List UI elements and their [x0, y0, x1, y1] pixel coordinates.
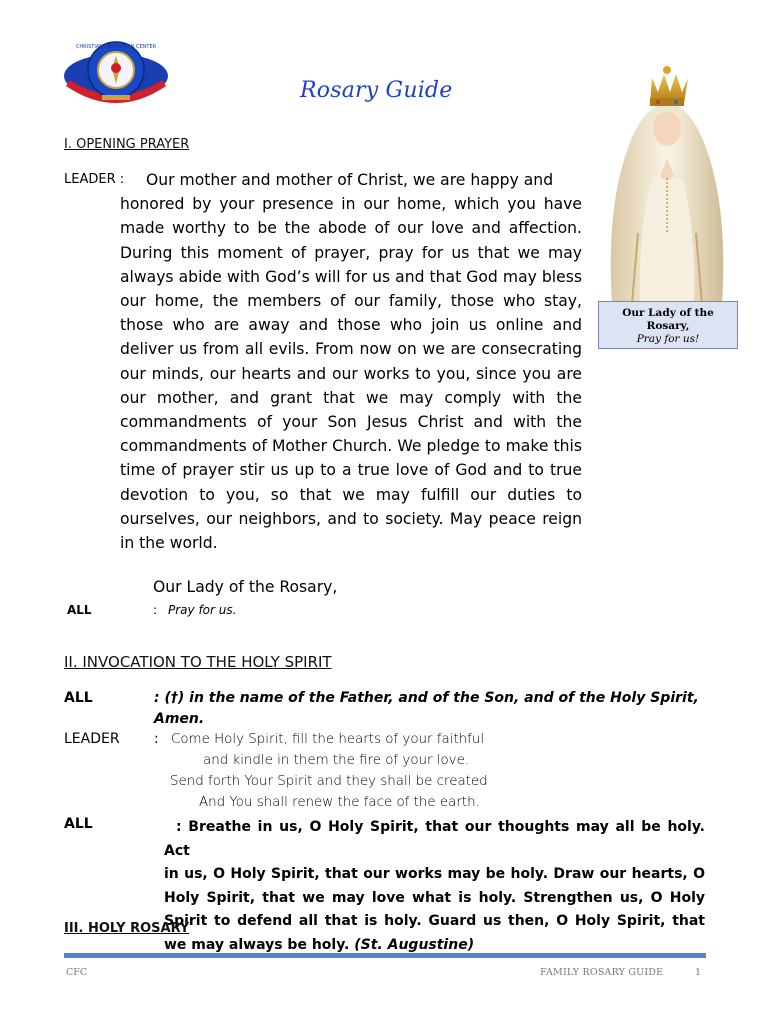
leader-label [64, 172, 124, 187]
all-label: ALL [67, 603, 92, 617]
all-label-breathe: ALL [64, 816, 93, 832]
leader-line-1: Come Holy Spirit, fill the hearts of your faithful [171, 732, 485, 747]
leader-line-4: And You shall renew the face of the earth. [199, 795, 480, 810]
college-seal-logo [62, 40, 170, 112]
logo-text-top: CHRISTIAN FORMATION CENTER [75, 44, 157, 50]
leader-line-2: and kindle in them the fire of your love. [203, 753, 470, 768]
footer-right-text: FAMILY ROSARY GUIDE [540, 967, 664, 978]
opening-prayer-body: honored by your presence in our home, which you have made worthy to be the abode of our love and affection. During this moment of prayer, pray for us that we may always abide with God’s will for us and that God may bless our home, the members of our family, those who stay, those who are away and those who join us online and deliver us from all evils. From now on we are consecrating our minds, our hearts and our works to you, since you are our mother, and grant that we may comply with the commandments of your Son Jesus Christ and with the commandments of Mother Church. We pledge to make this time of prayer stir us up to a true love of God and to true devotion to you, so that we may fulfill our duties to ourselves, our neighbors, and to society. May peace reign in the world. [120, 195, 582, 553]
page-number: 1 [695, 967, 702, 978]
breathe-in-us-prayer [164, 816, 705, 957]
all-colon: : [153, 603, 158, 617]
caption-line-2: Rosary, [646, 320, 690, 332]
caption-line-1: Our Lady of the [622, 307, 714, 319]
section-heading-opening-prayer: I. OPENING PRAYER [64, 137, 190, 152]
document-title: Rosary Guide [300, 78, 453, 103]
opening-prayer-text [120, 168, 582, 555]
leader-colon-invocation: : [154, 731, 159, 747]
leader-line-3: Send forth Your Spirit and they shall be created [170, 774, 488, 789]
breathe-first-line: : Breathe in us, O Holy Spirit, that our thoughts may all be holy. Act [164, 819, 705, 859]
caption-line-3: Pray for us! [636, 333, 700, 345]
opening-prayer-first-line: Our mother and mother of Christ, we are happy and [146, 171, 554, 189]
all-response: Pray for us. [168, 603, 237, 617]
leader-label-invocation: LEADER [64, 731, 120, 747]
all-label-invocation: ALL [64, 690, 93, 706]
logo-text-bottom: ST. RITA'S COLLEGE OF BALINGASAG [83, 103, 149, 107]
section-heading-invocation: II. INVOCATION TO THE HOLY SPIRIT [64, 653, 332, 671]
statue-caption [598, 301, 738, 349]
leader-colon: : [119, 172, 125, 187]
sign-of-cross-text: : (†) in the name of the Father, and of the Son, and of the Holy Spirit, Amen. [154, 690, 699, 727]
footer-left-text: CFC [66, 967, 88, 978]
footer-rule [64, 953, 706, 958]
breathe-body: in us, O Holy Spirit, that our works may be holy. Draw our hearts, O Holy Spirit, that we may love what is holy. Strengthen us, O Holy Spirit to defend all that is holy. Guard us then, O Holy Spirit, that we may always be holy. [164, 866, 705, 953]
leader-label-text: LEADER [64, 172, 116, 187]
our-lady-statue-image [592, 58, 742, 304]
section-heading-holy-rosary: III. HOLY ROSARY [64, 921, 190, 936]
our-lady-line: Our Lady of the Rosary, [153, 578, 338, 596]
breathe-citation: (St. Augustine) [354, 936, 475, 953]
